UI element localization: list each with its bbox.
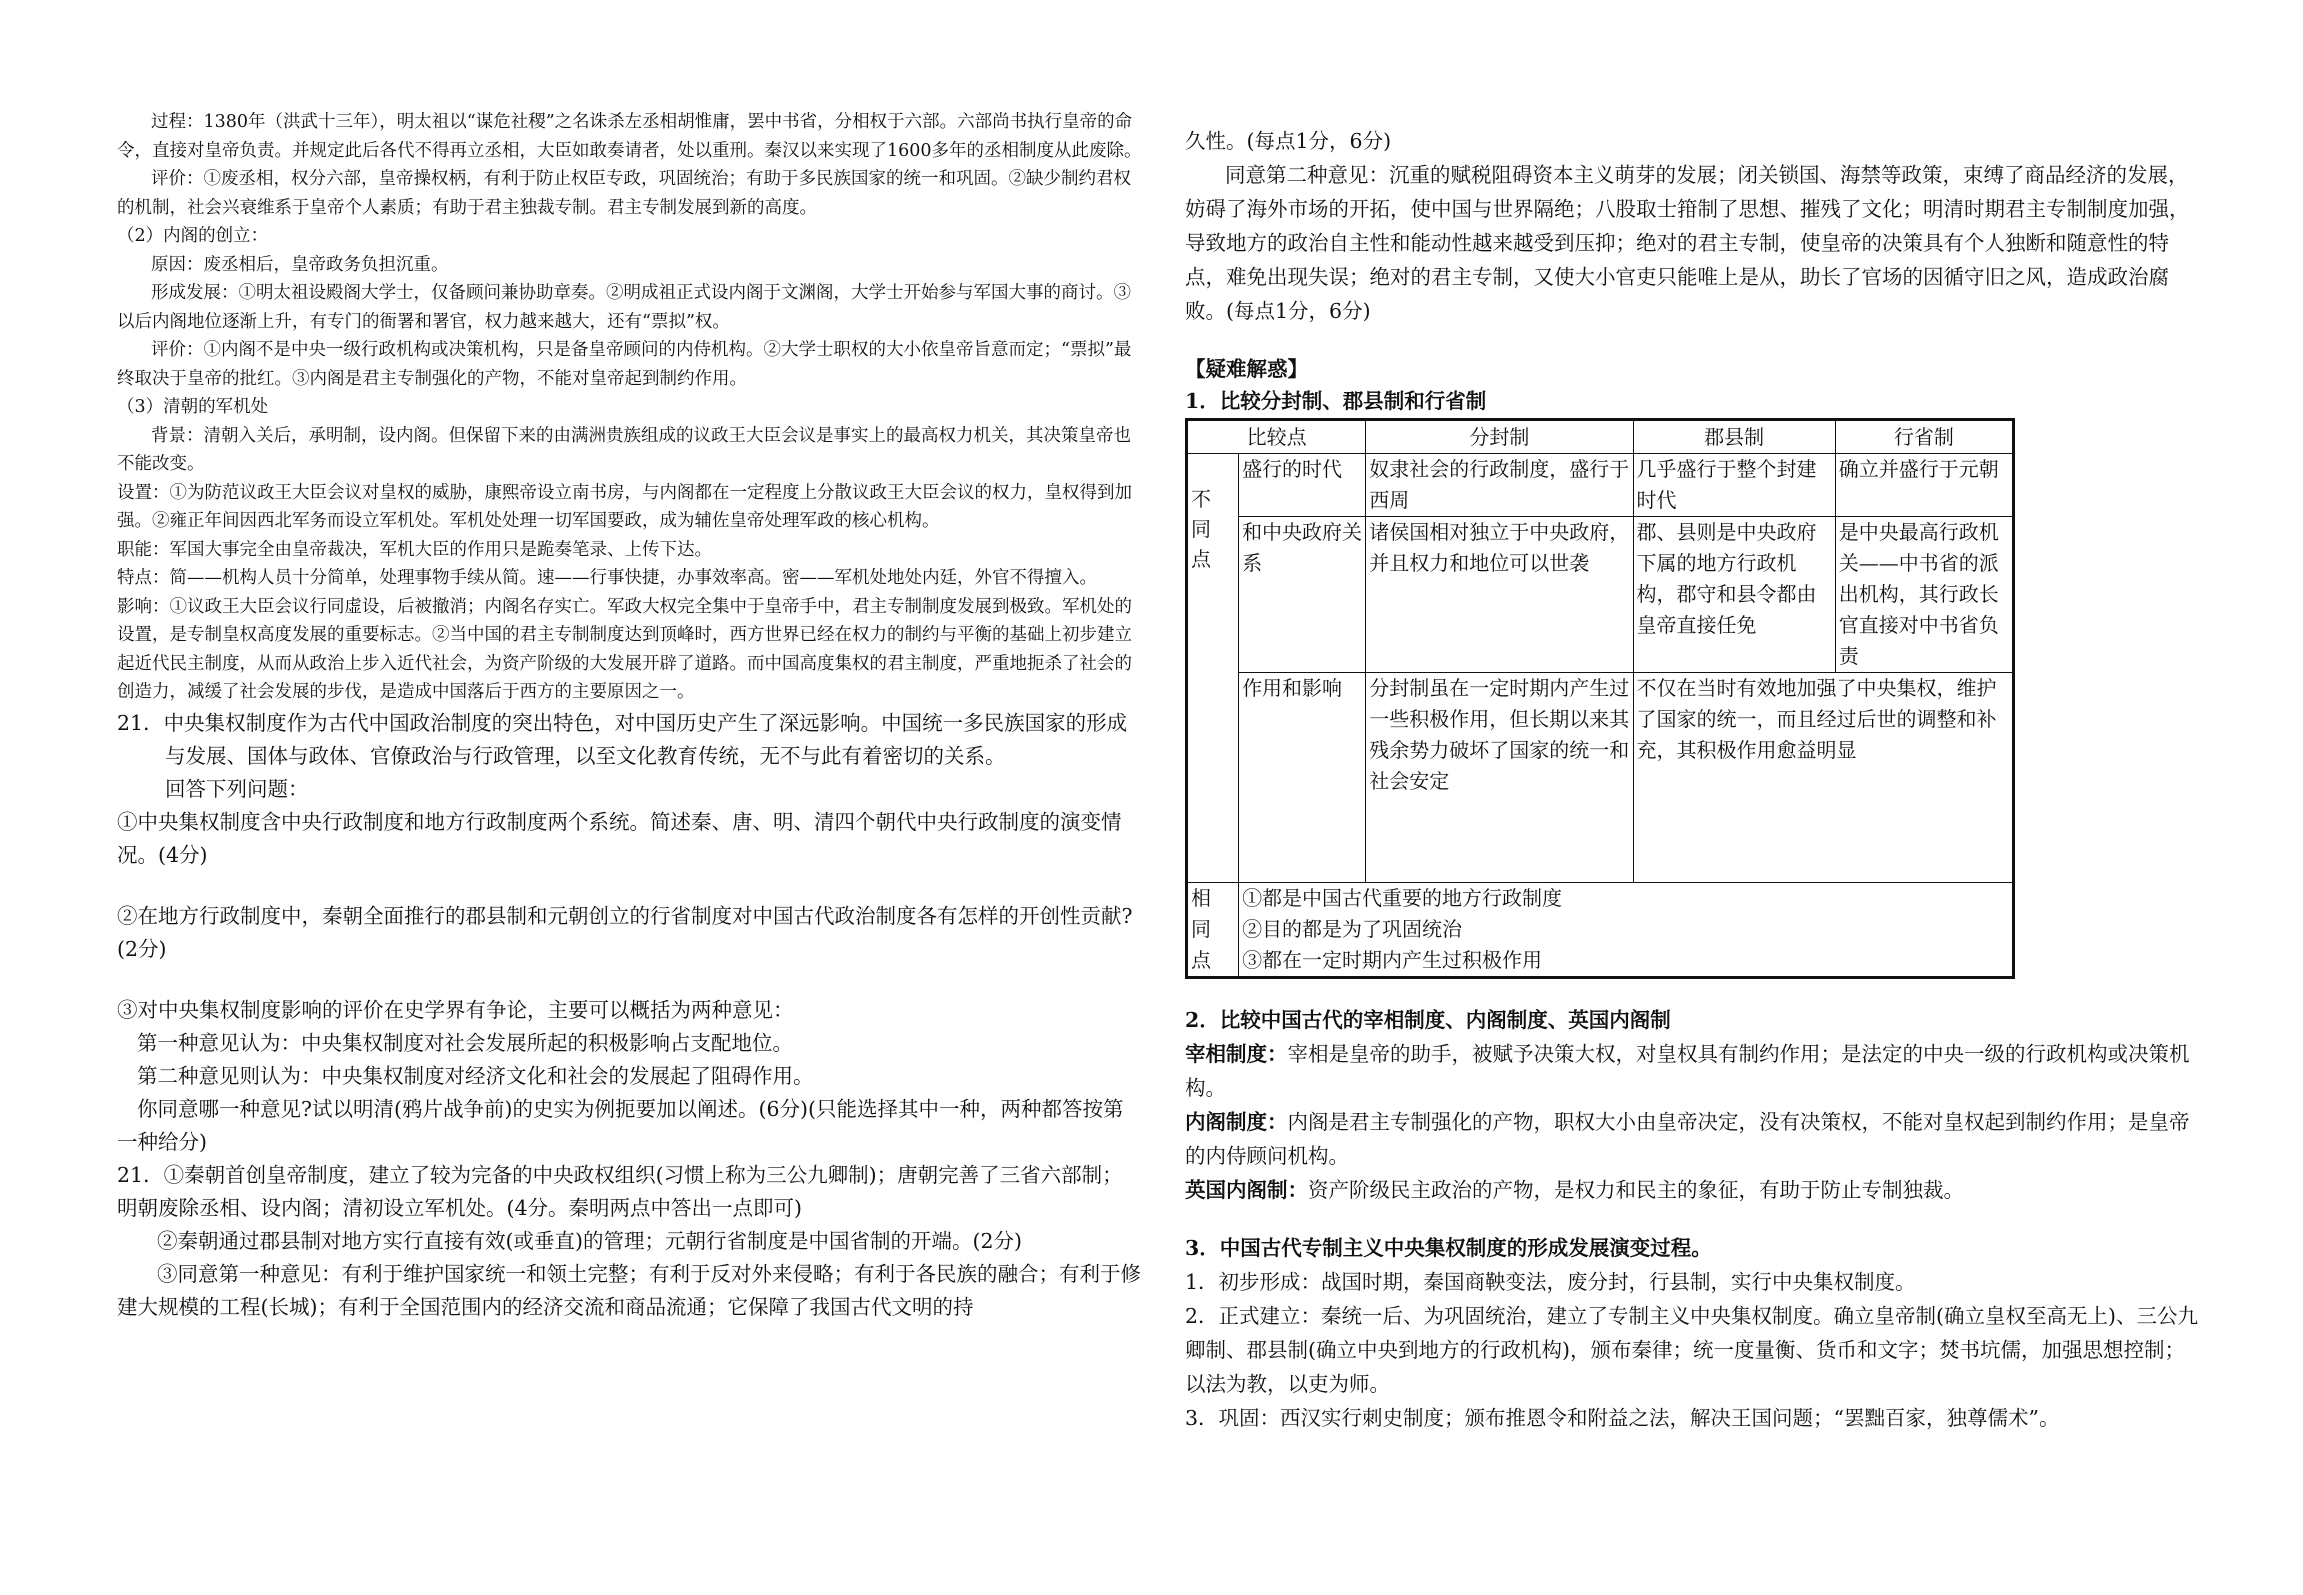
- table-cell: 郡、县则是中央政府下属的地方行政机构，郡守和县令都由皇帝直接任免: [1633, 517, 1835, 673]
- answer-opinion-two: 同意第二种意见：沉重的赋税阻碍资本主义萌芽的发展；闭关锁国、海禁等政策，束缚了商品经济的发展，妨碍了海外市场的开拓，使中国与世界隔绝；八股取士箝制了思想、摧残了文化；明清时期君主专制制度加强，导致地方的政治自主性和能动性越来越受到压抑；绝对的君主专制，使皇帝的决策具有个人独断和随意性的特点，难免出现失误；绝对的君主专制，又使大小官吏只能唯上是从，助长了官场的因循守旧之风，造成政治腐败。(每点1分，6分): [1185, 163, 2190, 323]
- table-row: [1187, 454, 2014, 517]
- table-header-cell: 分封制: [1366, 420, 1633, 454]
- table-cell: 奴隶社会的行政制度，盛行于西周: [1366, 454, 1633, 517]
- term-label: 宰相制度：: [1185, 1042, 1288, 1066]
- paragraph-formation: 形成发展：①明太祖设殿阁大学士，仅备顾问兼协助章奏。②明成祖正式设内阁于文渊阁，大学士开始参与军国大事的商讨。③以后内阁地位逐渐上升，有专门的衙署和署官，权力越来越大，还有“票拟”权。: [117, 283, 1131, 332]
- table-row: [1187, 883, 2014, 978]
- spacer: [1185, 328, 2205, 352]
- row-group-text: 相同点: [1191, 886, 1211, 972]
- spacer: [1185, 979, 2205, 1003]
- table-header-cell: 行省制: [1835, 420, 2013, 454]
- table-header-cell: 郡县制: [1633, 420, 1835, 454]
- left-column: [117, 108, 1142, 1324]
- heading-evolution: 3．中国古代专制主义中央集权制度的形成发展演变过程。: [1185, 1236, 1712, 1260]
- row-group-text: 不同点: [1191, 487, 1211, 571]
- similarity-item: ①都是中国古代重要的地方行政制度: [1242, 886, 1563, 910]
- heading-compare-cabinets: 2．比较中国古代的宰相制度、内阁制度、英国内阁制: [1185, 1008, 1671, 1032]
- term-label: 英国内阁制：: [1185, 1178, 1308, 1202]
- table-header-row: [1187, 420, 2014, 454]
- comparison-table: [1185, 418, 2015, 979]
- row-group-label-differences: [1187, 454, 1239, 883]
- answer-continuation: 久性。(每点1分，6分): [1185, 129, 1392, 153]
- spacer: [117, 872, 1142, 900]
- paragraph-function: 职能：军国大事完全由皇帝裁决，军机大臣的作用只是跪奏笔录、上传下达。: [117, 539, 712, 560]
- opinion-two: 第二种意见则认为：中央集权制度对经济文化和社会的发展起了阻碍作用。: [137, 1063, 814, 1088]
- table-cell: 分封制虽在一定时期内产生过一些积极作用，但长期以来其残余势力破坏了国家的统一和社会安定: [1366, 673, 1633, 883]
- evolution-stage-2: 2．正式建立：秦统一后、为巩固统治，建立了专制主义中央集权制度。确立皇帝制(确立皇权至高无上)、三公九卿制、郡县制(确立中央到地方的行政机构)，颁布秦律；统一度量衡、货币和文字；焚书坑儒，加强思想控制；以法为教，以吏为师。: [1185, 1304, 2199, 1396]
- question-21-ask: 回答下列问题：: [165, 776, 309, 801]
- question-21: 21．中央集权制度作为古代中国政治制度的突出特色，对中国历史产生了深远影响。中国统一多民族国家的形成与发展、国体与政体、官僚政治与行政管理，以至文化教育传统，无不与此有着密切的关系。: [117, 710, 1128, 768]
- table-cell-label: 作用和影响: [1239, 673, 1366, 883]
- row-group-label-similarities: [1187, 883, 1239, 978]
- answer-part-1: 21．①秦朝首创皇帝制度，建立了较为完备的中央政权组织(习惯上称为三公九卿制)；唐朝完善了三省六部制；明朝废除丞相、设内阁；清初设立军机处。(4分。秦明两点中答出一点即可): [117, 1162, 1123, 1220]
- question-part-3: ③对中央集权制度影响的评价在史学界有争论，主要可以概括为两种意见：: [117, 997, 794, 1022]
- table-cell-merged: 不仅在当时有效地加强了中央集权，维护了国家的统一，而且经过后世的调整和补充，其积极作用愈益明显: [1633, 673, 2013, 883]
- table-row: [1187, 517, 2014, 673]
- question-part-2: ②在地方行政制度中，秦朝全面推行的郡县制和元朝创立的行省制度对中国古代政治制度各有怎样的开创性贡献?(2分): [117, 903, 1133, 961]
- section-heading-junjichu: （3）清朝的军机处: [117, 397, 269, 417]
- opinion-one: 第一种意见认为：中央集权制度对社会发展所起的积极影响占支配地位。: [137, 1030, 793, 1055]
- question-prompt: 你同意哪一种意见?试以明清(鸦片战争前)的史实为例扼要加以阐述。(6分)(只能选择其中一种，两种都答按第一种给分): [117, 1096, 1124, 1154]
- evolution-stage-1: 1．初步形成：战国时期，秦国商鞅变法，废分封，行县制，实行中央集权制度。: [1185, 1270, 1916, 1294]
- table-cell: 几乎盛行于整个封建时代: [1633, 454, 1835, 517]
- evolution-stage-3: 3．巩固：西汉实行刺史制度；颁布推恩令和附益之法，解决王国问题；“罢黜百家，独尊儒术”。: [1185, 1406, 2060, 1430]
- paragraph-background: 背景：清朝入关后，承明制，设内阁。但保留下来的由满洲贵族组成的议政王大臣会议是事实上的最高权力机关，其决策皇帝也不能改变。: [117, 425, 1131, 474]
- question-part-1: ①中央集权制度含中央行政制度和地方行政制度两个系统。简述秦、唐、明、清四个朝代中央行政制度的演变情况。(4分): [117, 809, 1122, 867]
- paragraph-cause: 原因：废丞相后，皇帝政务负担沉重。: [151, 254, 449, 275]
- paragraph-british-cabinet: [1185, 1173, 2205, 1207]
- table-cell: 确立并盛行于元朝: [1835, 454, 2013, 517]
- heading-compare-systems: 1．比较分封制、郡县制和行省制: [1185, 389, 1487, 413]
- table-cell-similarities: [1239, 883, 2014, 978]
- paragraph-setup: 设置：①为防范议政王大臣会议对皇权的威胁，康熙帝设立南书房，与内阁都在一定程度上分散议政王大臣会议的权力，皇权得到加强。②雍正年间因西北军务而设立军机处。军机处处理一切军国要政，成为辅佐皇帝处理军政的核心机构。: [117, 482, 1132, 531]
- answer-part-2: ②秦朝通过郡县制对地方实行直接有效(或垂直)的管理；元朝行省制度是中国省制的开端。(2分): [157, 1228, 1023, 1253]
- term-text: 资产阶级民主政治的产物，是权力和民主的象征，有助于防止专制独裁。: [1308, 1178, 1964, 1202]
- section-heading-cabinet: （2）内阁的创立：: [117, 226, 269, 246]
- paragraph-influence: 影响：①议政王大臣会议行同虚设，后被撤消；内阁名存实亡。军政大权完全集中于皇帝手中，君主专制制度发展到极致。军机处的设置，是专制皇权高度发展的重要标志。②当中国的君主专制制度达到顶峰时，西方世界已经在权力的制约与平衡的基础上初步建立起近代民主制度，从而从政治上步入近代社会，为资产阶级的大发展开辟了道路。而中国高度集权的君主制度，严重地扼杀了社会的创造力，减缓了社会发展的步伐，是造成中国落后于西方的主要原因之一。: [117, 596, 1132, 702]
- term-label: 内阁制度：: [1185, 1110, 1288, 1134]
- paragraph-features: 特点：简——机构人员十分简单，处理事物手续从简。速——行事快捷，办事效率高。密——军机处地处内廷，外官不得擅入。: [117, 568, 1097, 588]
- section-heading-doubts: 【疑难解惑】: [1185, 357, 1308, 381]
- answer-part-3: ③同意第一种意见：有利于维护国家统一和领土完整；有利于反对外来侵略；有利于各民族的融合；有利于修建大规模的工程(长城)；有利于全国范围内的经济交流和商品流通；它保障了我国古代文明的持: [117, 1261, 1141, 1319]
- table-cell-label: 盛行的时代: [1239, 454, 1366, 517]
- term-text: 宰相是皇帝的助手，被赋予决策大权，对皇权具有制约作用；是法定的中央一级的行政机构或决策机构。: [1185, 1042, 2190, 1100]
- table-cell-label: 和中央政府关系: [1239, 517, 1366, 673]
- similarity-item: ②目的都是为了巩固统治: [1242, 917, 1463, 941]
- right-column: [1185, 124, 2205, 1435]
- table-header-cell: 比较点: [1187, 420, 1366, 454]
- table-row: [1187, 673, 2014, 883]
- paragraph-prime-minister: [1185, 1037, 2205, 1105]
- spacer: [117, 966, 1142, 994]
- paragraph-cabinet-evaluation: 评价：①内阁不是中央一级行政机构或决策机构，只是备皇帝顾问的内侍机构。②大学士职权的大小依皇帝旨意而定；“票拟”最终取决于皇帝的批红。③内阁是君主专制强化的产物，不能对皇帝起到制约作用。: [117, 340, 1132, 389]
- paragraph-evaluation: 评价：①废丞相，权分六部，皇帝操权柄，有利于防止权臣专政，巩固统治；有助于多民族国家的统一和巩固。②缺少制约君权的机制，社会兴衰维系于皇帝个人素质；有助于君主独裁专制。君主专制发展到新的高度。: [117, 169, 1131, 218]
- spacer: [1185, 1207, 2205, 1231]
- paragraph-cabinet-system: [1185, 1105, 2205, 1173]
- table-cell: 诸侯国相对独立于中央政府，并且权力和地位可以世袭: [1366, 517, 1633, 673]
- similarity-item: ③都在一定时期内产生过积极作用: [1242, 948, 1543, 972]
- term-text: 内阁是君主专制强化的产物，职权大小由皇帝决定，没有决策权，不能对皇权起到制约作用；是皇帝的内侍顾问机构。: [1185, 1110, 2190, 1168]
- table-cell: 是中央最高行政机关——中书省的派出机构，其行政长官直接对中书省负责: [1835, 517, 2013, 673]
- paragraph-process: 过程：1380年（洪武十三年），明太祖以“谋危社稷”之名诛杀左丞相胡惟庸，罢中书省，分相权于六部。六部尚书执行皇帝的命令，直接对皇帝负责。并规定此后各代不得再立丞相，大臣如敢奏请者，处以重刑。秦汉以来实现了1600多年的丞相制度从此废除。: [117, 112, 1142, 161]
